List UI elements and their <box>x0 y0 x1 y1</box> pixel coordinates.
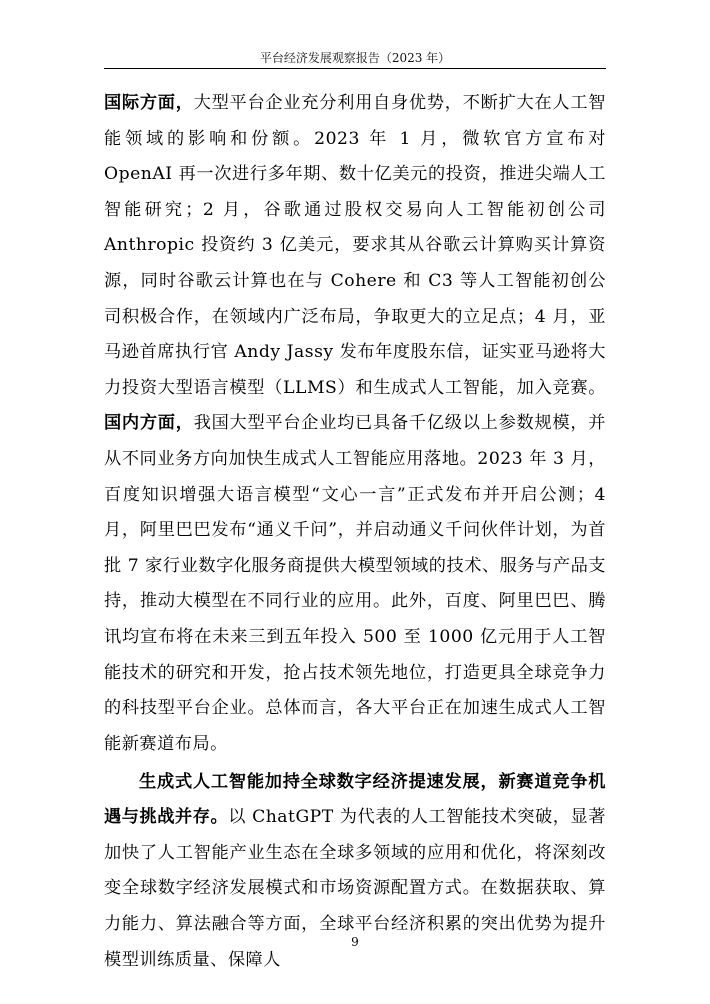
paragraph-text-generative-ai: 以 ChatGPT 为代表的人工智能技术突破，显著加快了人工智能产业生态在全球多领域的应用和优化，将深刻改变全球数字经济发展模式和市场资源配置方式。在数据获取、算力能力、算法融合等方面，全球平台经济积累的突出优势为提升模型训练质量、保障人 <box>104 807 606 970</box>
paragraph-international-domestic <box>104 86 606 762</box>
bold-lead-domestic: 国内方面， <box>104 413 194 434</box>
bold-lead-generative-ai: 生成式人工智能加持全球数字经济提速发展，新赛道竞争机遇与挑战并存。 <box>104 771 606 828</box>
bold-lead-international: 国际方面， <box>104 93 194 113</box>
header-divider <box>104 68 606 69</box>
paragraph-text-domestic: 我国大型平台企业均已具备千亿级以上参数规模，并从不同业务方向加快生成式人工智能应用落地。2023 年 3 月，百度知识增强大语言模型“文心一言”正式发布并开启公测；4 月，阿里巴巴发布“通义千问”，并启动通义千问伙伴计划，为首批 7 家行业数字化服务商提供大模型领域的技术、服务与产品支持，推动大模型在不同行业的应用。此外，百度、阿里巴巴、腾讯均宣布将在未来三到五年投入 500 至 1000 亿元用于人工智能技术的研究和开发，抢占技术领先地位，打造更具全球竞争力的科技型平台企业。总体而言，各大平台正在加速生成式人工智能新赛道布局。 <box>104 413 606 754</box>
page-header-title: 平台经济发展观察报告（2023 年） <box>259 51 451 65</box>
document-body <box>104 86 606 978</box>
page-number: 9 <box>351 935 359 949</box>
paragraph-text-international: 大型平台企业充分利用自身优势，不断扩大在人工智能领域的影响和份额。2023 年 1 月，微软官方宣布对 OpenAI 再一次进行多年期、数十亿美元的投资，推进尖端人工智能研究；2 月，谷歌通过股权交易向人工智能初创公司 Anthropic 投资约 3 亿美元，要求其从谷歌云计算购买计算资源，同时谷歌云计算也在与 Cohere 和 C3 等人工智能初创公司积极合作，在领域内广泛布局，争取更大的立足点；4 月，亚马逊首席执行官 Andy Jassy 发布年度股东信，证实亚马逊将大力投资大型语言模型（LLMS）和生成式人工智能，加入竞赛。 <box>104 93 606 398</box>
